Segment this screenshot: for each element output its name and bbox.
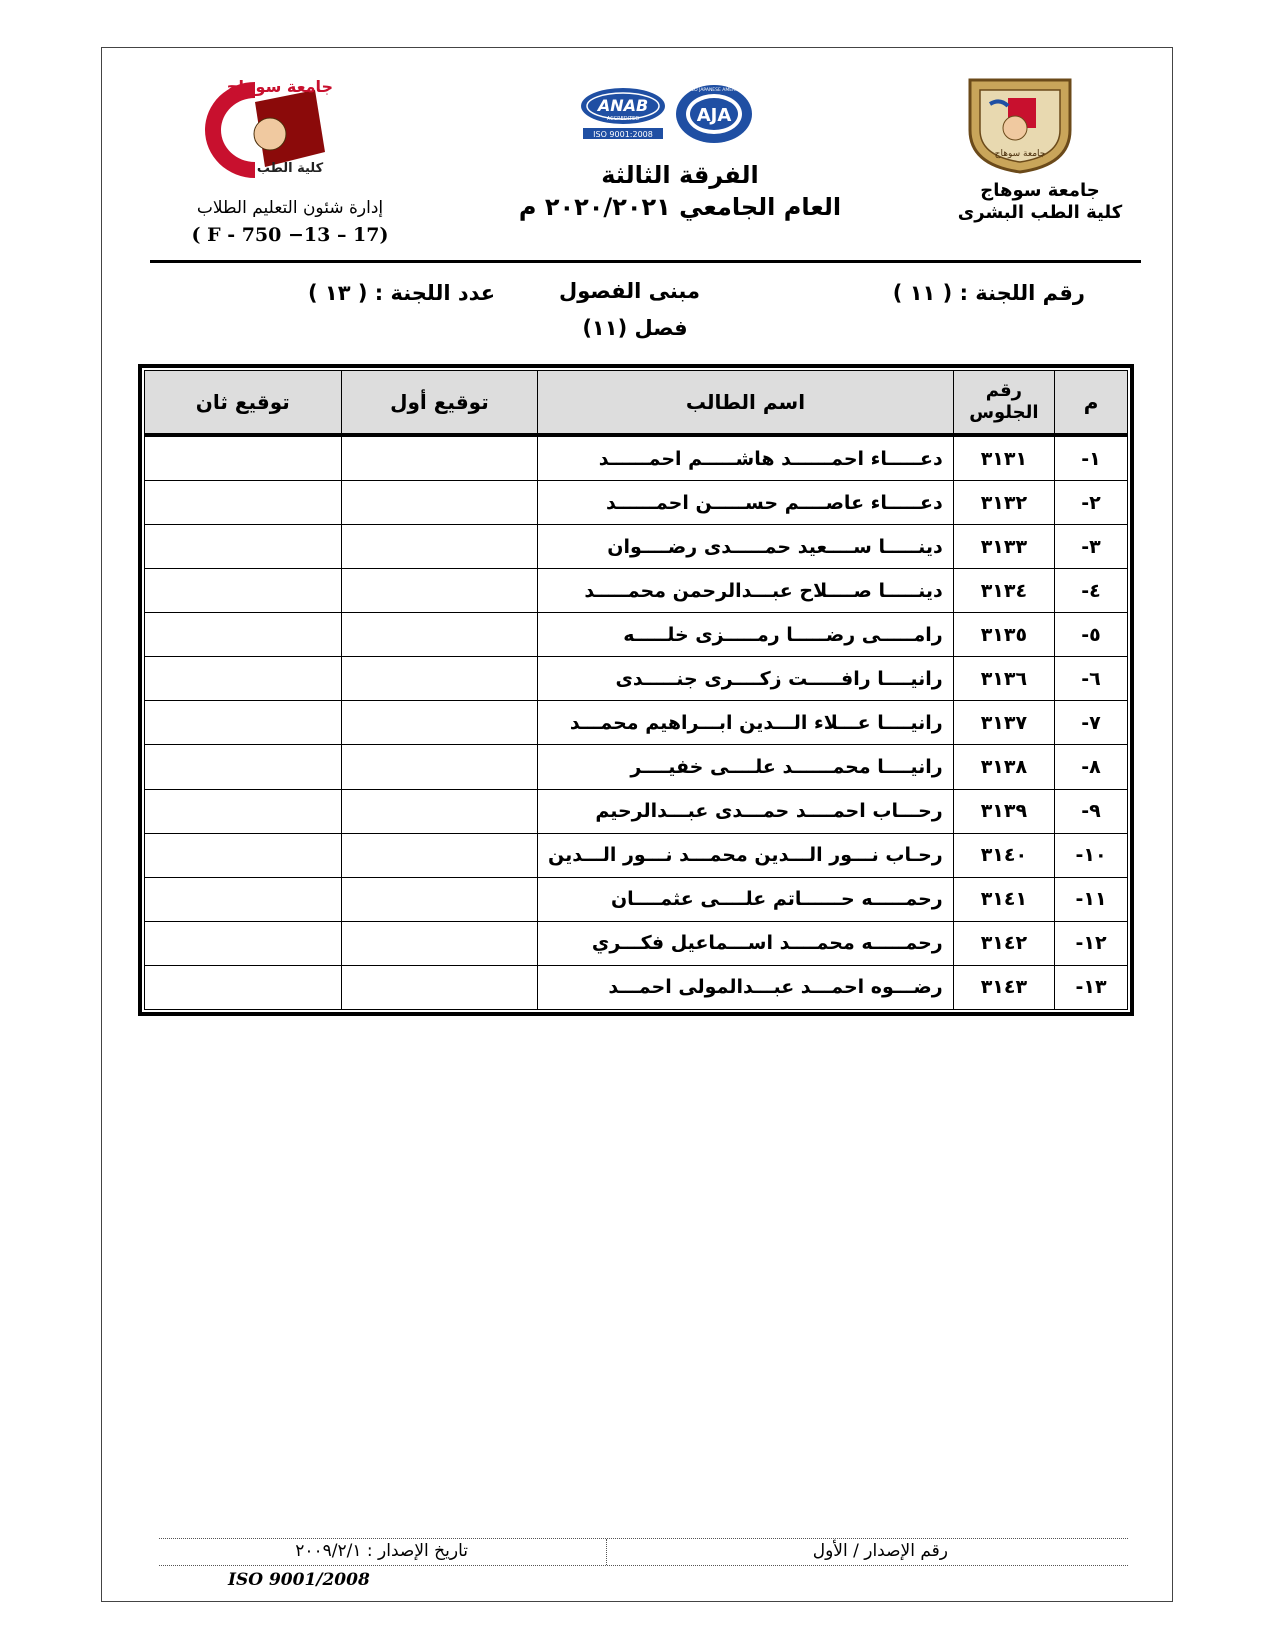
row-index: ٩-: [1055, 789, 1128, 833]
row-index: ٧-: [1055, 701, 1128, 745]
row-seat-number: ٣١٣٤: [953, 569, 1054, 613]
row-index: ٤-: [1055, 569, 1128, 613]
row-signature-1: [341, 965, 538, 1009]
aja-ring-text: ANGLO JAPANESE AMERICAN: [681, 88, 747, 93]
header-seat-line2: الجلوس: [969, 402, 1039, 423]
committee-number: رقم اللجنة : ( ١١ ): [892, 281, 1085, 305]
row-signature-2: [145, 613, 342, 657]
row-index: ٥-: [1055, 613, 1128, 657]
aja-logo-icon: [674, 82, 754, 146]
aja-text: AJA: [696, 105, 732, 126]
university-name: جامعة سوهاج: [980, 180, 1100, 201]
year-level: الفرقة الثالثة: [601, 161, 759, 189]
faculty-name: كلية الطب البشرى: [957, 202, 1123, 223]
row-signature-1: [341, 789, 538, 833]
table-row: [145, 965, 1128, 1009]
table-row: [145, 569, 1128, 613]
building-name: مبنى الفصول: [559, 279, 700, 303]
row-seat-number: ٣١٤٠: [953, 833, 1054, 877]
row-student-name: دينـــــا ســــعيد حمـــــدى رضــــوان: [538, 525, 953, 569]
row-signature-1: [341, 877, 538, 921]
row-seat-number: ٣١٤٣: [953, 965, 1054, 1009]
table-row: [145, 921, 1128, 965]
students-table: [138, 364, 1134, 1016]
table-row: [145, 435, 1128, 481]
row-student-name: رحـاب نـــور الـــدين محمـــد نـــور الـــدين: [538, 833, 953, 877]
header-index: م: [1055, 371, 1128, 436]
header-divider: [150, 260, 1141, 263]
row-signature-1: [341, 745, 538, 789]
committee-count: عدد اللجنة : ( ١٣ ): [308, 281, 496, 305]
issue-date: تاريخ الإصدار : ٢٠٠٩/٢/١: [295, 1541, 468, 1561]
footer-divider: [606, 1539, 608, 1565]
row-signature-2: [145, 745, 342, 789]
row-seat-number: ٣١٣٥: [953, 613, 1054, 657]
row-seat-number: ٣١٤٢: [953, 921, 1054, 965]
row-signature-1: [341, 525, 538, 569]
row-index: ٢-: [1055, 481, 1128, 525]
row-seat-number: ٣١٣٦: [953, 657, 1054, 701]
row-index: ٨-: [1055, 745, 1128, 789]
row-student-name: دينـــــا صــــلاح عبـــدالرحمن محمـــــد: [538, 569, 953, 613]
row-seat-number: ٣١٣٢: [953, 481, 1054, 525]
table-row: [145, 525, 1128, 569]
row-seat-number: ٣١٣٧: [953, 701, 1054, 745]
row-index: ٣-: [1055, 525, 1128, 569]
row-signature-1: [341, 481, 538, 525]
table-row: [145, 789, 1128, 833]
row-student-name: رحمـــــه حــــــاتم علــــى عثمــــان: [538, 877, 953, 921]
row-signature-1: [341, 701, 538, 745]
department-block: [170, 196, 410, 250]
faculty-of-medicine-logo-icon: [160, 72, 350, 182]
iso-label: ISO 9001/2008: [228, 1570, 370, 1590]
row-signature-2: [145, 921, 342, 965]
row-signature-1: [341, 833, 538, 877]
row-signature-1: [341, 569, 538, 613]
sohag-university-seal-icon: [960, 70, 1080, 175]
table-row: [145, 833, 1128, 877]
seal-text: جامعة سوهاج: [994, 149, 1046, 159]
row-index: ١٢-: [1055, 921, 1128, 965]
row-signature-2: [145, 833, 342, 877]
row-seat-number: ٣١٣٨: [953, 745, 1054, 789]
header-seat: [953, 371, 1054, 436]
footer-bar: [159, 1538, 1128, 1566]
anab-text: ANAB: [597, 96, 649, 115]
row-student-name: رانيــــا محمــــــد علــــى خفيــــر: [538, 745, 953, 789]
row-seat-number: ٣١٣١: [953, 435, 1054, 481]
row-signature-2: [145, 701, 342, 745]
row-seat-number: ٣١٤١: [953, 877, 1054, 921]
row-index: ١-: [1055, 435, 1128, 481]
header-sign1: توقيع أول: [341, 371, 538, 436]
header-name: اسم الطالب: [538, 371, 953, 436]
row-signature-1: [341, 613, 538, 657]
table-row: [145, 701, 1128, 745]
row-index: ١٣-: [1055, 965, 1128, 1009]
row-student-name: دعـــــاء عاصــــم حســـــن احمــــــد: [538, 481, 953, 525]
row-seat-number: ٣١٣٣: [953, 525, 1054, 569]
row-signature-2: [145, 789, 342, 833]
university-block: [935, 180, 1145, 224]
anab-logo-icon: [578, 86, 668, 142]
row-student-name: دعـــــاء احمــــــد هاشـــــم احمــــــد: [538, 435, 953, 481]
row-student-name: رحـــاب احمــــد حمـــدى عبـــدالرحيم: [538, 789, 953, 833]
left-logo-bottom-text: كلية الطب: [256, 161, 324, 176]
row-signature-2: [145, 965, 342, 1009]
anab-iso-text: ISO 9001:2008: [593, 130, 653, 139]
form-code: ( F - 750 −13 – 17): [191, 224, 389, 246]
row-signature-2: [145, 657, 342, 701]
row-signature-2: [145, 435, 342, 481]
row-student-name: رضـــوه احمـــد عبـــدالمولى احمـــد: [538, 965, 953, 1009]
table-row: [145, 877, 1128, 921]
title-block: [470, 160, 890, 224]
row-index: ٦-: [1055, 657, 1128, 701]
table-row: [145, 481, 1128, 525]
row-signature-1: [341, 657, 538, 701]
table-header-row: [145, 371, 1128, 436]
anab-sub-text: ACCREDITED: [606, 116, 640, 122]
row-signature-1: [341, 435, 538, 481]
row-student-name: رانيــــا رافـــــت زكــــرى جنـــــدى: [538, 657, 953, 701]
department-name: إدارة شئون التعليم الطلاب: [196, 198, 384, 218]
header-seat-line1: رقم: [985, 380, 1023, 401]
row-index: ١١-: [1055, 877, 1128, 921]
row-seat-number: ٣١٣٩: [953, 789, 1054, 833]
header-sign2: توقيع ثان: [145, 371, 342, 436]
issue-number: رقم الإصدار / الأول: [812, 1541, 948, 1561]
table-row: [145, 657, 1128, 701]
row-signature-1: [341, 921, 538, 965]
row-index: ١٠-: [1055, 833, 1128, 877]
row-student-name: رانيــــا عـــلاء الـــدين ابـــراهيم محمـــد: [538, 701, 953, 745]
academic-year: العام الجامعي ٢٠٢٠/٢٠٢١ م: [518, 193, 842, 221]
left-logo-top-text: جامعة سوهاج: [226, 77, 334, 96]
row-signature-2: [145, 525, 342, 569]
row-signature-2: [145, 877, 342, 921]
class-name: فصل (١١): [582, 316, 688, 340]
table-row: [145, 613, 1128, 657]
table-row: [145, 745, 1128, 789]
row-signature-2: [145, 481, 342, 525]
row-signature-2: [145, 569, 342, 613]
row-student-name: رامـــــى رضـــــا رمـــــزى خلـــــه: [538, 613, 953, 657]
row-student-name: رحمـــــه محمــــد اســـماعيل فكـــري: [538, 921, 953, 965]
